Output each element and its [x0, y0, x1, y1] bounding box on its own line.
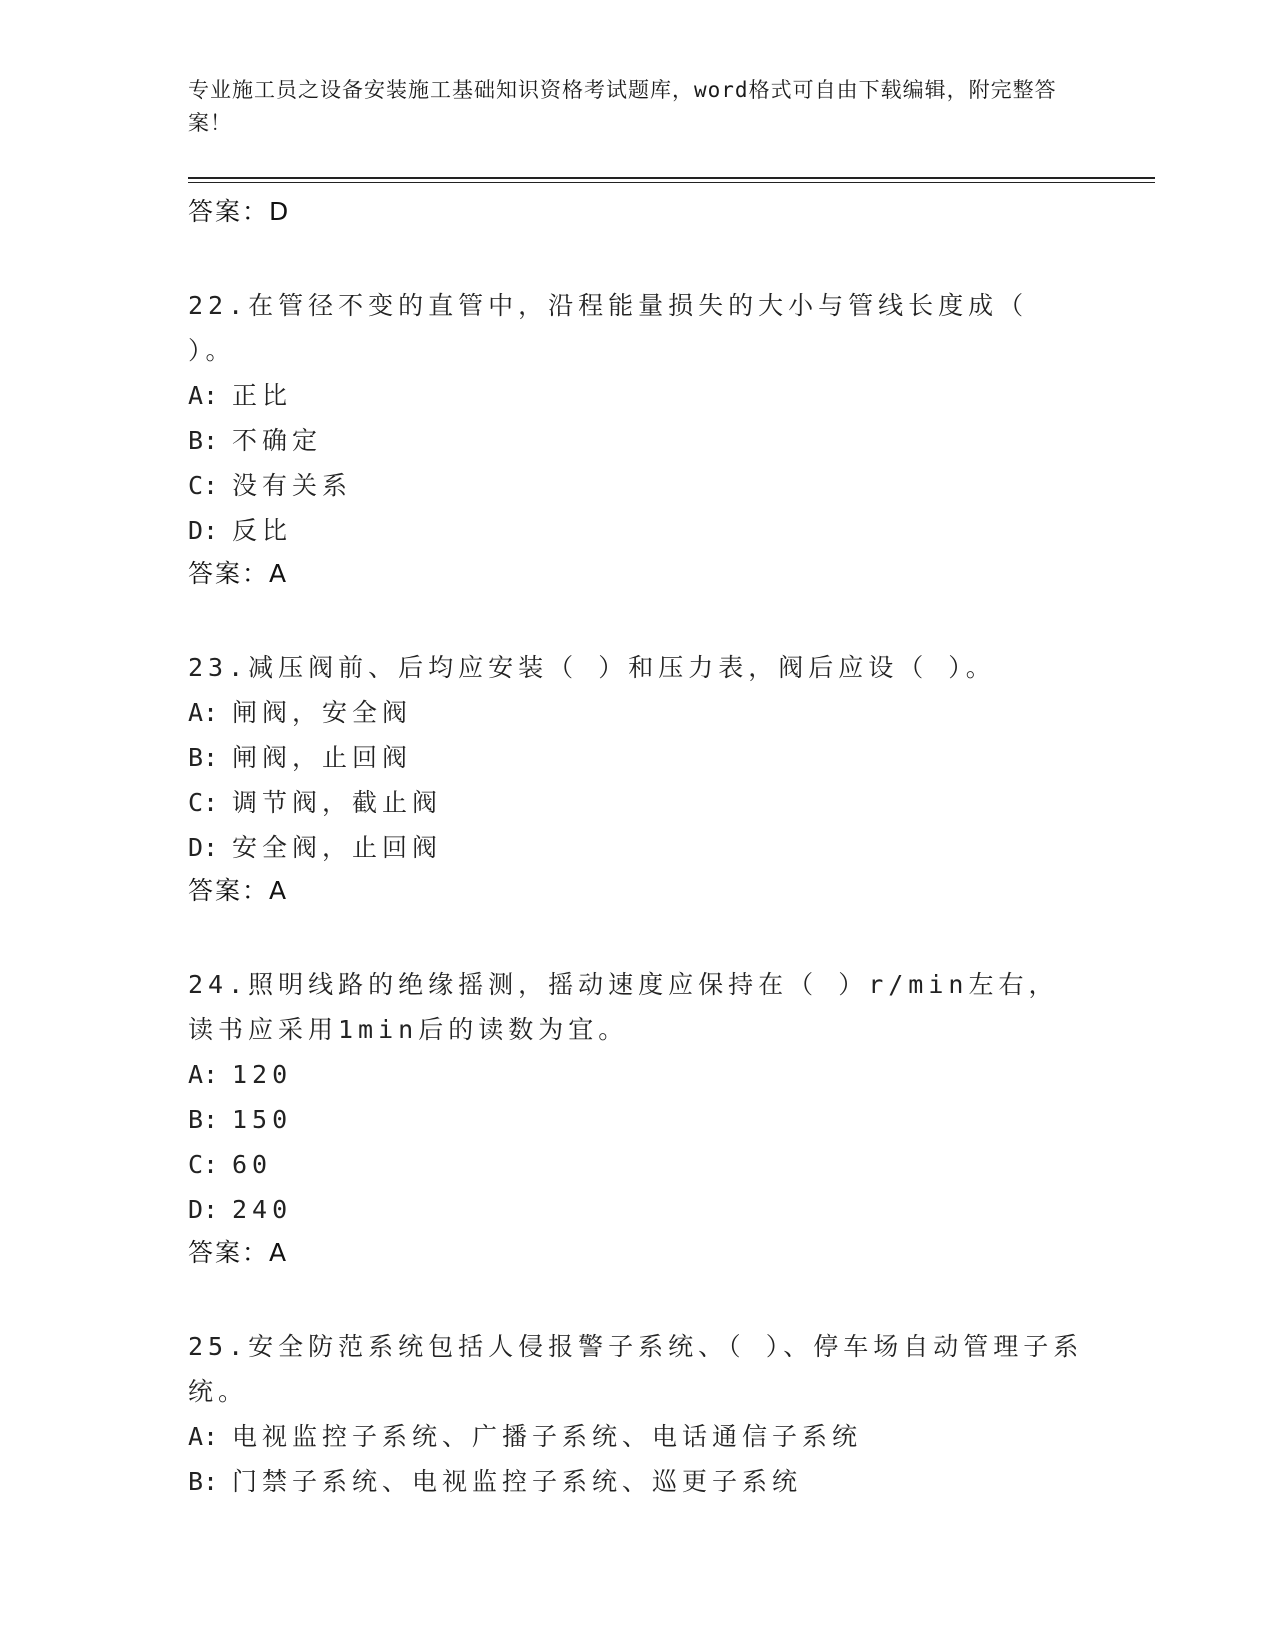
option-text: 正比	[232, 381, 293, 410]
option-letter: B:	[188, 743, 219, 772]
option-d	[188, 508, 1088, 553]
option-letter: D:	[188, 833, 219, 862]
option-b	[188, 1097, 1088, 1142]
option-c	[188, 1142, 1088, 1187]
option-text: 反比	[232, 516, 293, 545]
option-letter: A:	[188, 1422, 219, 1451]
option-text: 闸阀，止回阀	[232, 743, 413, 772]
header-rule-thin	[188, 182, 1155, 183]
option-letter: B:	[188, 1105, 219, 1134]
option-letter: A:	[188, 381, 219, 410]
option-text: 闸阀，安全阀	[232, 698, 413, 727]
option-b	[188, 735, 1088, 780]
option-text: 120	[232, 1060, 293, 1089]
option-text: 不确定	[232, 426, 323, 455]
option-a	[188, 373, 1088, 418]
answer-line: 答案：A	[188, 559, 289, 588]
option-text: 60	[232, 1150, 273, 1179]
answer-line: 答案：D	[188, 197, 291, 226]
question-stem: 25.安全防范系统包括人侵报警子系统、（ ）、停车场自动管理子系统。	[188, 1332, 1084, 1406]
option-letter: A:	[188, 698, 219, 727]
option-b	[188, 418, 1088, 463]
option-b	[188, 1459, 1088, 1504]
option-letter: B:	[188, 1467, 219, 1496]
option-c	[188, 780, 1088, 825]
option-text: 没有关系	[232, 471, 353, 500]
option-text: 调节阀，截止阀	[232, 788, 443, 817]
option-letter: D:	[188, 1195, 219, 1224]
option-letter: B:	[188, 426, 219, 455]
answer-line: 答案：A	[188, 876, 289, 905]
question-23	[188, 645, 1088, 912]
document-header: 专业施工员之设备安装施工基础知识资格考试题库，word格式可自由下载编辑，附完整答案！	[188, 78, 1057, 135]
option-letter: A:	[188, 1060, 219, 1089]
option-letter: D:	[188, 516, 219, 545]
question-22	[188, 283, 1088, 595]
option-d	[188, 825, 1088, 870]
option-c	[188, 463, 1088, 508]
question-stem: 22.在管径不变的直管中，沿程能量损失的大小与管线长度成（ ）。	[188, 291, 1029, 365]
option-letter: C:	[188, 788, 219, 817]
option-text: 电视监控子系统、广播子系统、电话通信子系统	[232, 1422, 863, 1451]
option-text: 安全阀，止回阀	[232, 833, 443, 862]
option-a	[188, 1414, 1088, 1459]
option-letter: C:	[188, 1150, 219, 1179]
option-a	[188, 690, 1088, 735]
option-text: 门禁子系统、电视监控子系统、巡更子系统	[232, 1467, 803, 1496]
option-text: 240	[232, 1195, 293, 1224]
option-text: 150	[232, 1105, 293, 1134]
question-stem: 24.照明线路的绝缘摇测，摇动速度应保持在（ ）r/min左右，读书应采用1min后的读数为宜。	[188, 970, 1059, 1044]
question-stem: 23.减压阀前、后均应安装（ ）和压力表，阀后应设（ ）。	[188, 653, 996, 682]
option-a	[188, 1052, 1088, 1097]
answer-line: 答案：A	[188, 1238, 289, 1267]
question-25	[188, 1324, 1088, 1504]
question-24	[188, 962, 1088, 1274]
question-list	[188, 191, 1088, 1504]
option-letter: C:	[188, 471, 219, 500]
header-rule-thick	[188, 177, 1155, 179]
option-d	[188, 1187, 1088, 1232]
